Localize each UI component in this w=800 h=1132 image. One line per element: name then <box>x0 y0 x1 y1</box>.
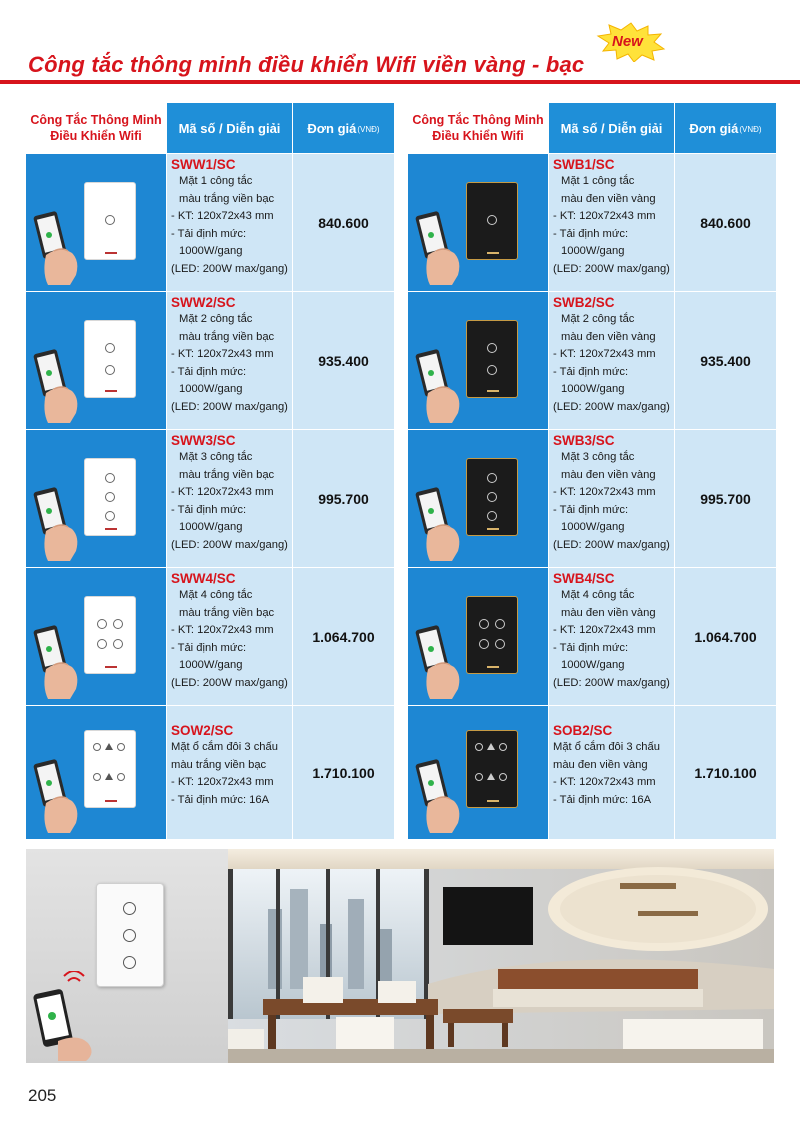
table-rows <box>408 153 776 839</box>
page-title: Công tắc thông minh điều khiển Wifi viền vàng - bạc <box>28 52 585 77</box>
brand-mark-icon <box>487 252 499 254</box>
description-line: Mặt 1 công tắc <box>561 175 635 187</box>
switch-button-icon <box>123 902 136 915</box>
description-line: - KT: 120x72x43 mm <box>553 210 656 223</box>
phone-in-hand-icon <box>28 481 90 561</box>
header-price-unit: (VNĐ) <box>739 125 762 134</box>
switch-button-icon <box>487 473 497 483</box>
switch-button-icon <box>487 511 497 521</box>
switch-button-icon <box>479 619 489 629</box>
new-badge <box>596 22 666 62</box>
description-line: Mặt 1 công tắc <box>179 175 253 187</box>
description-line: (LED: 200W max/gang) <box>553 262 670 275</box>
switch-button-icon <box>123 929 136 942</box>
brand-mark-icon <box>487 528 499 530</box>
product-image-cell <box>408 706 548 839</box>
header-product-line2: Điều Khiển Wifi <box>432 129 524 143</box>
description-line: Mặt 2 công tắc <box>179 313 253 325</box>
description-line: Mặt ổ cắm đôi 3 chấu <box>171 741 278 753</box>
brand-mark-icon <box>105 390 117 392</box>
product-price: 995.700 <box>292 430 394 567</box>
description-line: (LED: 200W max/gang) <box>171 400 288 413</box>
product-description-cell <box>548 568 674 705</box>
description-line: - KT: 120x72x43 mm <box>171 348 274 361</box>
table-header <box>26 103 394 153</box>
socket-hole-icon <box>475 743 483 751</box>
switch-panel-image <box>466 458 518 536</box>
socket-hole-icon <box>117 743 125 751</box>
switch-button-icon <box>105 492 115 502</box>
table-rows <box>26 153 394 839</box>
product-description-cell <box>166 568 292 705</box>
product-code: SOB2/SC <box>553 723 613 738</box>
description-line: 1000W/gang <box>561 521 625 534</box>
table-row <box>408 567 776 705</box>
brand-mark-icon <box>105 800 117 802</box>
socket-hole-icon <box>117 773 125 781</box>
header-product <box>408 103 548 153</box>
brand-mark-icon <box>105 528 117 530</box>
phone-in-hand-icon <box>28 205 90 285</box>
header-product <box>26 103 166 153</box>
switch-panel-image <box>84 458 136 536</box>
socket-hole-icon <box>93 743 101 751</box>
phone-in-hand-icon <box>410 481 472 561</box>
description-line: - KT: 120x72x43 mm <box>171 210 274 223</box>
description-line: - Tải định mức: <box>171 641 247 654</box>
phone-in-hand-icon <box>410 619 472 699</box>
product-price: 1.064.700 <box>674 568 776 705</box>
product-price: 935.400 <box>292 292 394 429</box>
brand-mark-icon <box>487 800 499 802</box>
switch-panel-image <box>466 596 518 674</box>
switch-closeup-photo <box>26 849 228 1063</box>
description-line: Mặt 4 công tắc <box>179 589 253 601</box>
switch-button-icon <box>105 343 115 353</box>
description-line: - Tải định mức: <box>171 503 247 516</box>
description-line: màu trắng viền bạc <box>179 468 275 481</box>
product-description-cell <box>548 154 674 291</box>
description-line: - Tải định mức: 16A <box>171 793 270 806</box>
switch-panel-image <box>466 182 518 260</box>
switch-button-icon <box>479 639 489 649</box>
product-description-cell <box>548 292 674 429</box>
product-code: SWB2/SC <box>553 295 615 310</box>
product-table-white <box>26 103 394 839</box>
table-row <box>408 291 776 429</box>
description-line: 1000W/gang <box>179 245 243 258</box>
table-header <box>408 103 776 153</box>
product-image-cell <box>408 154 548 291</box>
new-badge-label: New <box>612 33 643 50</box>
description-line: (LED: 200W max/gang) <box>553 676 670 689</box>
description-line: - KT: 120x72x43 mm <box>553 776 656 789</box>
description-line: (LED: 200W max/gang) <box>171 538 288 551</box>
description-line: màu trắng viền bạc <box>179 330 275 343</box>
product-price: 995.700 <box>674 430 776 567</box>
table-row <box>408 429 776 567</box>
switch-button-icon <box>105 215 115 225</box>
description-line: - Tải định mức: 16A <box>553 793 652 806</box>
table-row <box>408 705 776 839</box>
product-code: SWW3/SC <box>171 433 236 448</box>
socket-pin-icon <box>105 743 113 750</box>
product-price: 840.600 <box>292 154 394 291</box>
product-image-cell <box>408 430 548 567</box>
description-line: màu trắng viền bạc <box>179 606 275 619</box>
product-description-cell <box>166 154 292 291</box>
switch-button-icon <box>487 492 497 502</box>
socket-pin-icon <box>487 773 495 780</box>
product-image-cell <box>26 430 166 567</box>
socket-hole-icon <box>499 773 507 781</box>
socket-pin-icon <box>105 773 113 780</box>
description-line: 1000W/gang <box>561 245 625 258</box>
description-line: - Tải định mức: <box>171 227 247 240</box>
product-image-cell <box>26 292 166 429</box>
title-rule <box>0 80 800 84</box>
product-description-cell <box>166 706 292 839</box>
product-code: SWW4/SC <box>171 571 236 586</box>
socket-hole-icon <box>93 773 101 781</box>
description-line: (LED: 200W max/gang) <box>171 262 288 275</box>
header-product-line2: Điều Khiển Wifi <box>50 129 142 143</box>
header-code: Mã số / Diễn giải <box>548 103 674 153</box>
description-line: - KT: 120x72x43 mm <box>553 486 656 499</box>
table-row <box>26 291 394 429</box>
product-price: 935.400 <box>674 292 776 429</box>
product-table-black <box>408 103 776 839</box>
header-price <box>292 103 394 153</box>
switch-panel-image <box>466 730 518 808</box>
description-line: - KT: 120x72x43 mm <box>171 776 274 789</box>
description-line: màu đen viền vàng <box>561 606 656 619</box>
switch-button-icon <box>113 639 123 649</box>
switch-panel-image <box>466 320 518 398</box>
switch-panel-image <box>84 182 136 260</box>
phone-in-hand-icon <box>410 205 472 285</box>
product-description-cell <box>548 706 674 839</box>
header-product-line1: Công Tắc Thông Minh <box>412 113 544 128</box>
description-line: (LED: 200W max/gang) <box>553 538 670 551</box>
switch-panel-image <box>84 730 136 808</box>
product-code: SWB3/SC <box>553 433 615 448</box>
phone-in-hand-icon <box>28 619 90 699</box>
product-price: 840.600 <box>674 154 776 291</box>
socket-pin-icon <box>487 743 495 750</box>
description-line: màu đen viền vàng <box>561 330 656 343</box>
product-image-cell <box>26 706 166 839</box>
product-description-cell <box>166 292 292 429</box>
phone-in-hand-icon <box>28 753 90 833</box>
header-product-line1: Công Tắc Thông Minh <box>30 113 162 128</box>
description-line: - KT: 120x72x43 mm <box>553 624 656 637</box>
switch-button-icon <box>113 619 123 629</box>
product-price: 1.710.100 <box>674 706 776 839</box>
product-image-cell <box>408 568 548 705</box>
table-row <box>408 153 776 291</box>
product-code: SWW1/SC <box>171 157 236 172</box>
description-line: Mặt 2 công tắc <box>561 313 635 325</box>
product-description-cell <box>166 430 292 567</box>
switch-button-icon <box>495 639 505 649</box>
switch-button-icon <box>123 956 136 969</box>
switch-button-icon <box>105 511 115 521</box>
living-room-photo <box>228 849 774 1063</box>
description-line: Mặt 3 công tắc <box>561 451 635 463</box>
product-image-cell <box>26 154 166 291</box>
description-line: - KT: 120x72x43 mm <box>171 624 274 637</box>
header-code: Mã số / Diễn giải <box>166 103 292 153</box>
table-row <box>26 705 394 839</box>
description-line: (LED: 200W max/gang) <box>171 676 288 689</box>
header-price-label: Đơn giá <box>689 120 739 136</box>
page-number: 205 <box>28 1086 57 1105</box>
description-line: màu đen viền vàng <box>561 468 656 481</box>
switch-button-icon <box>487 365 497 375</box>
product-description-cell <box>548 430 674 567</box>
description-line: Mặt 3 công tắc <box>179 451 253 463</box>
phone-in-hand-icon <box>410 343 472 423</box>
socket-hole-icon <box>475 773 483 781</box>
switch-button-icon <box>97 619 107 629</box>
socket-hole-icon <box>499 743 507 751</box>
description-line: (LED: 200W max/gang) <box>553 400 670 413</box>
switch-button-icon <box>495 619 505 629</box>
description-line: 1000W/gang <box>179 659 243 672</box>
switch-button-icon <box>487 215 497 225</box>
header-price-unit: (VNĐ) <box>357 125 380 134</box>
brand-mark-icon <box>487 390 499 392</box>
table-row <box>26 429 394 567</box>
switch-panel-image <box>84 596 136 674</box>
product-price: 1.064.700 <box>292 568 394 705</box>
description-line: - KT: 120x72x43 mm <box>553 348 656 361</box>
switch-button-icon <box>487 343 497 353</box>
description-line: màu trắng viền bạc <box>171 758 267 771</box>
description-line: màu đen viền vàng <box>553 758 648 771</box>
header-price-label: Đơn giá <box>307 120 357 136</box>
table-row <box>26 567 394 705</box>
phone-in-hand-icon <box>28 971 108 1061</box>
description-line: 1000W/gang <box>561 659 625 672</box>
description-line: - Tải định mức: <box>553 365 629 378</box>
product-code: SWB1/SC <box>553 157 615 172</box>
brand-mark-icon <box>105 252 117 254</box>
switch-button-icon <box>105 365 115 375</box>
switch-button-icon <box>97 639 107 649</box>
description-line: 1000W/gang <box>179 383 243 396</box>
description-line: Mặt ổ cắm đôi 3 chấu <box>553 741 660 753</box>
phone-in-hand-icon <box>28 343 90 423</box>
brand-mark-icon <box>487 666 499 668</box>
table-row <box>26 153 394 291</box>
room-illustration <box>228 849 774 1063</box>
description-line: - Tải định mức: <box>553 227 629 240</box>
description-line: 1000W/gang <box>179 521 243 534</box>
product-code: SOW2/SC <box>171 723 234 738</box>
description-line: - Tải định mức: <box>553 641 629 654</box>
description-line: màu đen viền vàng <box>561 192 656 205</box>
header-price <box>674 103 776 153</box>
product-image-cell <box>408 292 548 429</box>
description-line: - KT: 120x72x43 mm <box>171 486 274 499</box>
phone-in-hand-icon <box>410 753 472 833</box>
product-price: 1.710.100 <box>292 706 394 839</box>
description-line: - Tải định mức: <box>553 503 629 516</box>
product-code: SWB4/SC <box>553 571 615 586</box>
brand-mark-icon <box>105 666 117 668</box>
description-line: 1000W/gang <box>561 383 625 396</box>
description-line: màu trắng viền bạc <box>179 192 275 205</box>
switch-panel-image <box>84 320 136 398</box>
description-line: Mặt 4 công tắc <box>561 589 635 601</box>
product-code: SWW2/SC <box>171 295 236 310</box>
product-image-cell <box>26 568 166 705</box>
switch-button-icon <box>105 473 115 483</box>
description-line: - Tải định mức: <box>171 365 247 378</box>
showcase-photo <box>26 849 774 1063</box>
